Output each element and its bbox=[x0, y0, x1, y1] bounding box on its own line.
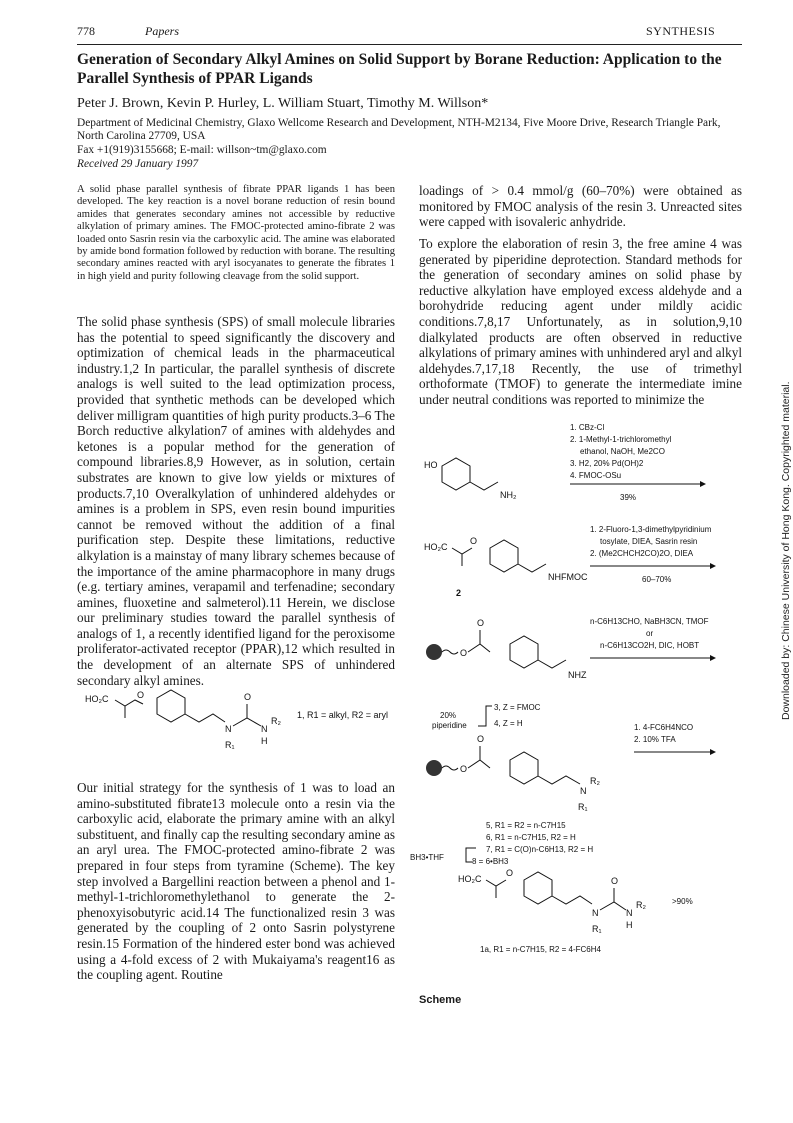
abstract: A solid phase parallel synthesis of fibrate PPAR ligands 1 has been developed. The key reaction is a novel borane reduction of resin bound amides that generates secondary amines not accessible by reductive alkylation of primary amines. The FMOC-protected amino-fibrate 2 was loaded onto Sasrin resin via the carboxylic acid. The amine was elaborated by amide bond formation followed by reduction with borane. The resulting secondary amines reacted with aryl isocyanates to generate the fibrates 1 in high yield and purity following cleavage from the solid support. bbox=[77, 184, 395, 282]
svg-text:R₁: R₁ bbox=[592, 924, 602, 934]
svg-text:NHZ: NHZ bbox=[568, 670, 587, 680]
compound-3-label: 3, Z = FMOC bbox=[494, 703, 541, 712]
compound-2-structure bbox=[424, 536, 588, 598]
compound-4-label: 4, Z = H bbox=[494, 719, 523, 728]
structure-1-label: 1, R1 = alkyl, R2 = aryl bbox=[297, 710, 389, 720]
tyramine-structure bbox=[424, 458, 517, 500]
step1-line2: 2. 1-Methyl-1-trichloromethyl bbox=[570, 435, 672, 444]
resin-3-structure bbox=[426, 618, 587, 680]
step1-line5: 4. FMOC-OSu bbox=[570, 471, 622, 480]
svg-text:R₂: R₂ bbox=[636, 900, 646, 910]
step1-line3: ethanol, NaOH, Me2CO bbox=[580, 447, 665, 456]
intro-paragraph: The solid phase synthesis (SPS) of small molecule libraries has the potential to speed significantly the discovery and optimization of chemical leads in the pharmaceutical industry.1,2 In particular, the parallel synthesis of discrete analogs is well suited to the lead optimization process, provided that synthetic methods can be developed which deliver milligram quantities of high purity products.3–6 The Borch reductive alkylation7 of amines with aldehydes and ketones is a popular method for the generation of compound libraries.8,9 However, as in solution, certain substrates are known to give low yields or mixtures of products.7,10 Overalkylation of unhindered aldehydes or amines is a problem in SPS, even resin bound impurities cannot be removed without the addition of a final purification step. Despite these limitations, reductive alkylation is a mainstay of many library schemes because of the importance of the amine pharmacophore in many drugs (e.g. tertiary amines, verapamil and terfenadine; secondary amines, fluoxetine and salmeterol).11 Herein, we disclose our preliminary studies toward the parallel synthesis of analogs of 1, a recently identified ligand for the peroxisome proliferator-activated receptor (PPAR),12 which resulted in the development of an alternate SPS of unhindered secondary alkyl amines. bbox=[77, 314, 395, 688]
svg-text:H: H bbox=[261, 736, 268, 746]
product-1a-label: 1a, R1 = n-C7H15, R2 = 4-FC6H4 bbox=[480, 945, 601, 954]
compound-8-label: 8 = 6•BH3 bbox=[472, 857, 509, 866]
author-list: Peter J. Brown, Kevin P. Hurley, L. William Stuart, Timothy M. Willson* bbox=[77, 96, 489, 111]
step1-line4: 3. H2, 20% Pd(OH)2 bbox=[570, 459, 644, 468]
section-name: Papers bbox=[145, 24, 179, 38]
svg-text:O: O bbox=[137, 690, 145, 700]
svg-text:HO₂C: HO₂C bbox=[424, 542, 448, 552]
svg-text:O: O bbox=[611, 876, 619, 886]
svg-text:O: O bbox=[477, 618, 485, 628]
step1-conditions bbox=[570, 423, 706, 502]
compound-2-label: 2 bbox=[456, 588, 462, 598]
download-notice-text: Downloaded by: Chinese University of Hong Kong. Copyrighted material. bbox=[780, 381, 792, 720]
step1-yield: 39% bbox=[620, 493, 637, 502]
svg-text:HO₂C: HO₂C bbox=[458, 874, 482, 884]
svg-text:N: N bbox=[626, 908, 633, 918]
step2-line1: 1. 2-Fluoro-1,3-dimethylpyridinium bbox=[590, 525, 712, 534]
affiliation: Department of Medicinal Chemistry, Glaxo Wellcome Research and Development, NTH-M2134, Five Moore Drive, Research Triangle Park, North Carolina 27709, USA bbox=[77, 117, 721, 142]
received-date: Received 29 January 1997 bbox=[77, 158, 199, 170]
compound-6-label: 6, R1 = n-C7H15, R2 = H bbox=[486, 833, 576, 842]
svg-text:N: N bbox=[261, 724, 268, 734]
svg-text:HO₂C: HO₂C bbox=[85, 694, 109, 704]
compound-list bbox=[410, 821, 593, 866]
step2-yield: 60–70% bbox=[642, 575, 672, 584]
step2-conditions bbox=[590, 525, 716, 584]
svg-text:O: O bbox=[460, 648, 468, 658]
borane-reagent: BH3•THF bbox=[410, 853, 444, 862]
svg-text:O: O bbox=[460, 764, 468, 774]
header-rule bbox=[77, 44, 742, 45]
loading-paragraph: loadings of > 0.4 mmol/g (60–70%) were obtained as monitored by FMOC analysis of the resin 3. Unreacted sites were capped with isovaleric anhydride. bbox=[419, 183, 742, 230]
svg-text:N: N bbox=[225, 724, 232, 734]
svg-text:R₂: R₂ bbox=[590, 776, 600, 786]
compound-7-label: 7, R1 = C(O)n-C6H13, R2 = H bbox=[486, 845, 594, 854]
svg-text:O: O bbox=[244, 692, 252, 702]
step2-line3: 2. (Me2CHCH2CO)2O, DIEA bbox=[590, 549, 694, 558]
structure-1-diagram bbox=[85, 688, 405, 768]
svg-text:O: O bbox=[477, 734, 485, 744]
svg-text:N: N bbox=[580, 786, 587, 796]
svg-text:R₁: R₁ bbox=[225, 740, 235, 750]
svg-text:N: N bbox=[592, 908, 599, 918]
svg-text:piperidine: piperidine bbox=[432, 721, 467, 730]
final-yield: >90% bbox=[672, 897, 693, 906]
svg-text:O: O bbox=[506, 868, 514, 878]
svg-text:R₁: R₁ bbox=[578, 802, 588, 812]
product-1a-structure bbox=[458, 868, 693, 954]
step4-line2: 2. 10% TFA bbox=[634, 735, 676, 744]
contact-info: Fax +1(919)3155668; E-mail: willson~tm@glaxo.com bbox=[77, 144, 327, 156]
step1-line1: 1. CBz-Cl bbox=[570, 423, 605, 432]
step3-line1: n-C6H13CHO, NaBH3CN, TMOF bbox=[590, 617, 709, 626]
svg-text:NHFMOC: NHFMOC bbox=[548, 572, 588, 582]
download-notice bbox=[776, 380, 793, 720]
svg-text:H: H bbox=[626, 920, 633, 930]
step4-line1: 1. 4-FC6H4NCO bbox=[634, 723, 694, 732]
svg-text:HO: HO bbox=[424, 460, 438, 470]
svg-text:O: O bbox=[470, 536, 478, 546]
elaboration-paragraph: To explore the elaboration of resin 3, the free amine 4 was generated by piperidine deprotection. Standard methods for the generation of secondary amines on solid phase by reductive alkylation have employed excess aldehyde and a borohydride reducing agent under mildly acidic conditions.7,8,17 Unfortunately, as in solution,9,10 dialkylated products are often observed in reductive alkylations of primary amines with unhindered aryl and alkyl aldehydes.7,17,18 Recently, the use of trimethyl orthoformate (TMOF) to generate the intermediate imine under neutral conditions was reported to minimize the bbox=[419, 236, 743, 407]
svg-text:R₂: R₂ bbox=[271, 716, 281, 726]
article-title: Generation of Secondary Alkyl Amines on Solid Support by Borane Reduction: Application to the Parallel Synthesis of PPAR Ligands bbox=[77, 51, 722, 87]
page-number: 778 bbox=[77, 24, 95, 38]
svg-text:NH₂: NH₂ bbox=[500, 490, 517, 500]
piperidine-label bbox=[432, 703, 541, 730]
step4-conditions bbox=[634, 723, 716, 755]
resin-amine-structure bbox=[426, 734, 600, 812]
step2-line2: tosylate, DIEA, Sasrin resin bbox=[600, 537, 698, 546]
strategy-paragraph: Our initial strategy for the synthesis of 1 was to load an amino-substituted fibrate13 molecule onto a resin via the carboxylic acid, elaborate the primary amine with an alkyl substituent, and finally cap the resulting secondary amine as an aryl urea. The FMOC-protected amino-fibrate 2 was prepared in four steps from tyramine (Scheme). The key step involved a Bargellini reaction between a phenol and 1-methyl-1-trichloromethylethanol to generate the 2-phenoxyisobutyric acid.14 The functionalized resin 3 was generated by the coupling of 2 onto Sasrin polystyrene resin.15 Formation of the hindered ester bond was achieved using a 4-fold excess of 2 with Mukaiyama's reagent16 as the coupling agent. Routine bbox=[77, 780, 395, 983]
svg-text:20%: 20% bbox=[440, 711, 457, 720]
journal-name: SYNTHESIS bbox=[646, 24, 716, 38]
reaction-scheme bbox=[410, 420, 750, 1000]
step3-line2: or bbox=[646, 629, 654, 638]
scheme-caption: Scheme bbox=[419, 994, 462, 1006]
step3-conditions bbox=[590, 617, 716, 661]
step3-line3: n-C6H13CO2H, DIC, HOBT bbox=[600, 641, 700, 650]
compound-5-label: 5, R1 = R2 = n-C7H15 bbox=[486, 821, 566, 830]
